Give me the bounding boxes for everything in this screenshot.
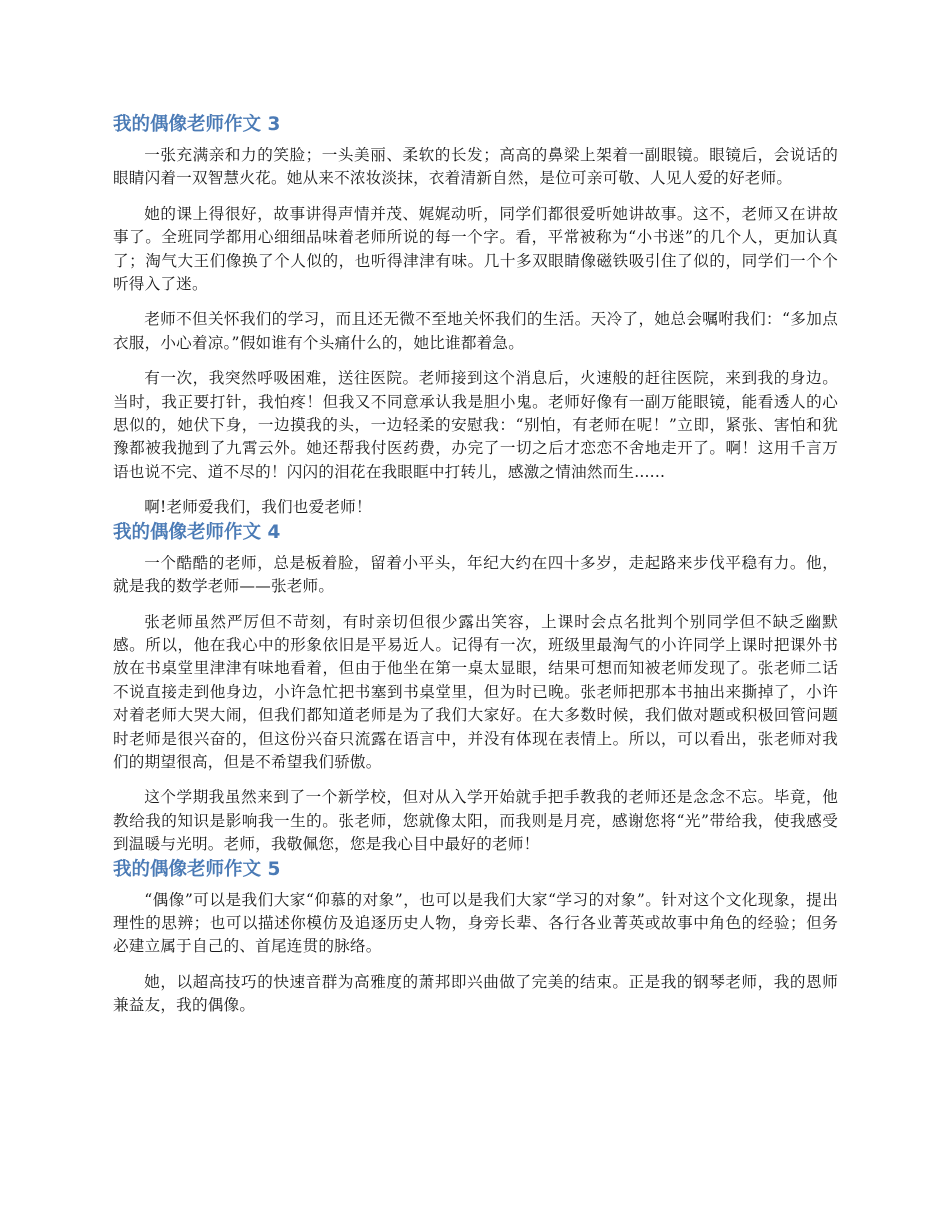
paragraph: 老师不但关怀我们的学习，而且还无微不至地关怀我们的生活。天冷了，她总会嘱咐我们：“多加点衣服，小心着凉。”假如谁有个头痛什么的，她比谁都着急。 xyxy=(113,310,838,352)
paragraph: 她的课上得很好，故事讲得声情并茂、娓娓动听，同学们都很爱听她讲故事。这不，老师又在讲故事了。全班同学都用心细细品味着老师所说的每一个字。看，平常被称为“小书迷”的几个人，更加认真了；淘气大王们像换了个人似的，也听得津津有味。几十多双眼睛像磁铁吸引住了似的，同学们一个个听得入了迷。 xyxy=(113,204,838,294)
paragraph: 有一次，我突然呼吸困难，送往医院。老师接到这个消息后，火速般的赶往医院，来到我的身边。当时，我正要打针，我怕疼！但我又不同意承认我是胆小鬼。老师好像有一副万能眼镜，能看透人的心思似的，她伏下身，一边摸我的头，一边轻柔的安慰我：“别怕，有老师在呢！”立即，紧张、害怕和犹豫都被我抛到了九霄云外。她还帮我付医药费，办完了一切之后才恋恋不舍地走开了。啊！这用千言万语也说不完、道不尽的！闪闪的泪花在我眼眶中打转儿，感激之情油然而生...... xyxy=(113,369,838,481)
paragraph: “偶像”可以是我们大家“仰慕的对象”，也可以是我们大家“学习的对象”。针对这个文化现象，提出理性的思辨；也可以描述你模仿及追逐历史人物，身旁长辈、各行各业菁英或故事中角色的经验；但务必建立属于自己的、首尾连贯的脉络。 xyxy=(113,890,838,956)
essay-section-5 xyxy=(113,857,838,1018)
essay-section-4 xyxy=(113,520,838,857)
paragraph: 这个学期我虽然来到了一个新学校，但对从入学开始就手把手教我的老师还是念念不忘。毕竟，他教给我的知识是影响我一生的。张老师，您就像太阳，而我则是月亮，感谢您将“光”带给我，使我感受到温暖与光明。老师，我敬佩您，您是我心目中最好的老师！ xyxy=(113,788,838,854)
paragraph: 张老师虽然严厉但不苛刻，有时亲切但很少露出笑容，上课时会点名批判个别同学但不缺乏幽默感。所以，他在我心中的形象依旧是平易近人。记得有一次，班级里最淘气的小许同学上课时把课外书放在书桌堂里津津有味地看着，但由于他坐在第一桌太显眼，结果可想而知被老师发现了。张老师二话不说直接走到他身边，小许急忙把书塞到书桌堂里，但为时已晚。张老师把那本书抽出来撕掉了，小许对着老师大哭大闹，但我们都知道老师是为了我们大家好。在大多数时候，我们做对题或积极回管问题时老师是很兴奋的，但这份兴奋只流露在语言中，并没有体现在表情上。所以，可以看出，张老师对我们的期望很高，但是不希望我们骄傲。 xyxy=(113,612,838,771)
paragraph: 啊!老师爱我们，我们也爱老师！ xyxy=(144,498,372,517)
section-title: 我的偶像老师作文 4 xyxy=(113,521,281,543)
section-title: 我的偶像老师作文 5 xyxy=(113,858,281,880)
paragraph: 她，以超高技巧的快速音群为高雅度的萧邦即兴曲做了完美的结束。正是我的钢琴老师，我的恩师兼益友，我的偶像。 xyxy=(113,972,838,1015)
paragraph: 一个酷酷的老师，总是板着脸，留着小平头，年纪大约在四十多岁，走起路来步伐平稳有力。他，就是我的数学老师——张老师。 xyxy=(113,553,838,596)
section-title: 我的偶像老师作文 3 xyxy=(113,114,281,135)
paragraph: 一张充满亲和力的笑脸；一头美丽、柔软的长发；高高的鼻梁上架着一副眼镜。眼镜后，会说话的眼睛闪着一双智慧火花。她从来不浓妆淡抹，衣着清新自然，是位可亲可敬、人见人爱的好老师。 xyxy=(113,146,838,188)
essay-section-3 xyxy=(113,112,838,520)
